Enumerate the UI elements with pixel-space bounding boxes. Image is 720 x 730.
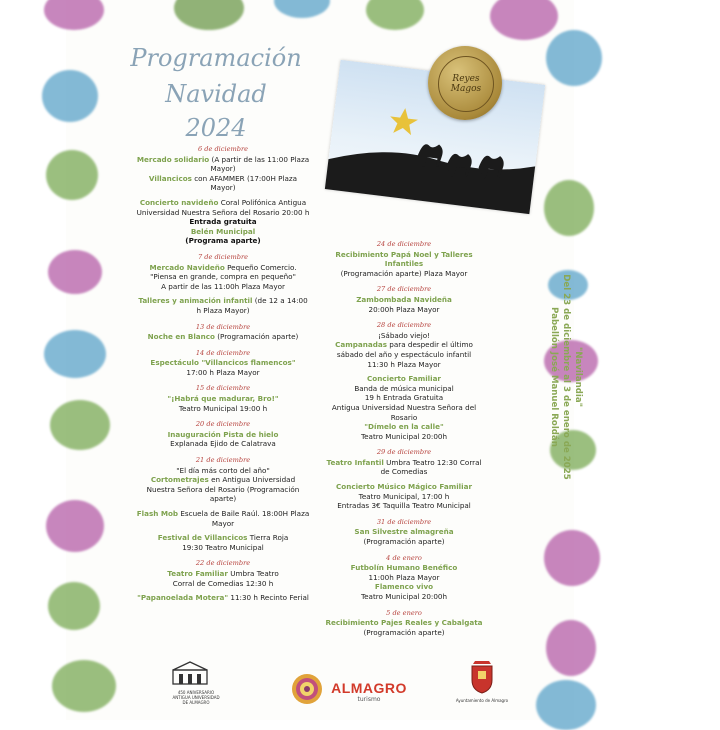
- date-heading: 27 de diciembre: [376, 285, 432, 294]
- date-heading: 14 de diciembre: [195, 348, 251, 357]
- event-item: Zambombada Navideña 20:00h Plaza Mayor: [356, 294, 452, 314]
- event-item: Recibimiento Papá Noel y Talleres Infantiles (Programación aparte) Plaza Mayor: [335, 249, 473, 278]
- flower-emblem-icon: [290, 672, 324, 706]
- date-heading: 7 de diciembre: [197, 252, 249, 261]
- event-item: Belén Municipal (Programa aparte): [185, 226, 261, 246]
- ayuntamiento-text: Ayuntamiento de Almagro: [455, 698, 509, 703]
- event-item: Espectáculo "Villancicos flamencos" 17:00 h Plaza Mayor: [150, 358, 296, 377]
- right-program-column: [324, 233, 484, 637]
- title-line-1: Programación: [130, 44, 302, 72]
- flower-logo: [290, 672, 324, 710]
- university-logo-text: 450 ANIVERSARIO ANTIGUA UNIVERSIDAD DE ALMAGRO: [172, 690, 220, 705]
- star-icon: [388, 106, 419, 135]
- event-item: Concierto navideño Coral Polifónica Antigua Universidad Nuestra Señora del Rosario 20:00 h Entrada gratuita: [136, 197, 310, 227]
- event-item: "Papanoelada Motera" 11:30 h Recinto Ferial: [137, 593, 309, 603]
- event-item: Inauguración Pista de hielo Explanada Ejido de Calatrava: [167, 429, 279, 449]
- almagro-wordmark: ALMAGRO: [331, 680, 407, 696]
- event-item: Talleres y animación infantil (de 12 a 14:00 h Plaza Mayor): [138, 296, 308, 315]
- event-item: ¡Sábado viejo! Campanadas para despedir el último sábado del año y espectáculo infantil 11:30 h Plaza Mayor: [335, 330, 473, 369]
- date-heading: 20 de diciembre: [195, 420, 251, 429]
- date-heading: 31 de diciembre: [376, 517, 432, 526]
- date-heading: 24 de diciembre: [376, 240, 432, 248]
- event-item: Noche en Blanco (Programación aparte): [147, 332, 299, 342]
- date-heading: 15 de diciembre: [195, 384, 251, 393]
- date-heading: 5 de enero: [386, 608, 422, 617]
- date-heading: 21 de diciembre: [195, 456, 251, 465]
- event-item: San Silvestre almagreña (Programación aparte): [354, 527, 454, 547]
- navilandia-title: "Navilandia": [573, 346, 583, 408]
- university-logo: [170, 660, 222, 705]
- poster: [66, 0, 583, 720]
- turismo-wordmark: turismo: [357, 696, 381, 703]
- event-item: Recibimiento Pajes Reales y Cabalgata (Programación aparte): [325, 618, 483, 637]
- title-line-2: Navidad: [165, 80, 267, 108]
- left-program-column: [136, 138, 310, 603]
- navilandia-dates: Del 23 de diciembre al 3 de enero de 2025: [561, 274, 571, 480]
- almagro-logo: [328, 680, 410, 703]
- date-heading: 22 de diciembre: [195, 559, 251, 568]
- event-item: Mercado solidario (A partir de las 11:00 Plaza Mayor): [136, 154, 310, 174]
- date-heading: 13 de diciembre: [195, 322, 251, 331]
- event-item: Concierto Músico Mágico Familiar Teatro Municipal, 17:00 h Entradas 3€ Taquilla Teatro Municipal: [336, 482, 472, 511]
- title-year: 2024: [185, 114, 247, 142]
- university-building-icon: [170, 660, 210, 686]
- event-item: Mercado Navideño Pequeño Comercio. "Piensa en grande, compra en pequeño" A partir de las 11:00h Plaza Mayor: [149, 262, 297, 291]
- navilandia-vertical-text: [548, 262, 584, 492]
- date-heading: 29 de diciembre: [376, 448, 432, 457]
- event-item: Futbolín Humano Benéfico 11:00h Plaza Mayor Flamenco vivo Teatro Municipal 20:00h: [350, 563, 458, 601]
- event-item: Teatro Infantil Umbra Teatro 12:30 Corral de Comedias: [326, 457, 482, 477]
- ayuntamiento-logo: [450, 660, 514, 703]
- date-heading: 4 de enero: [386, 553, 422, 562]
- navilandia-venue: Pabellón José Manuel Roldán: [549, 307, 559, 447]
- event-item: Teatro Familiar Umbra Teatro Corral de Comedias 12:30 h: [167, 568, 279, 588]
- seal-text: Reyes Magos: [438, 56, 494, 112]
- event-item: Villancicos con AFAMMER (17:00H Plaza Mayor): [148, 173, 298, 193]
- wax-seal: [428, 46, 502, 120]
- event-item: Festival de Villancicos Tierra Roja 19:30 Teatro Municipal: [157, 533, 289, 552]
- date-heading: 6 de diciembre: [197, 145, 249, 153]
- date-heading: 28 de diciembre: [376, 321, 432, 330]
- event-item: Flash Mob Escuela de Baile Raúl. 18:00H Plaza Mayor: [136, 509, 310, 528]
- event-item: Concierto Familiar Banda de música municipal 19 h Entrada Gratuita Antigua Universidad Nuestra Señora del Rosario "Dímelo en la calle" Teatro Municipal 20:00h: [331, 374, 477, 441]
- event-item: "El día más corto del año" Cortometrajes en Antigua Universidad Nuestra Señora del Rosario (Programación aparte): [146, 465, 300, 504]
- event-item: "¡Habrá que madurar, Bro!" Teatro Municipal 19:00 h: [167, 394, 279, 413]
- coat-of-arms-icon: [469, 660, 495, 694]
